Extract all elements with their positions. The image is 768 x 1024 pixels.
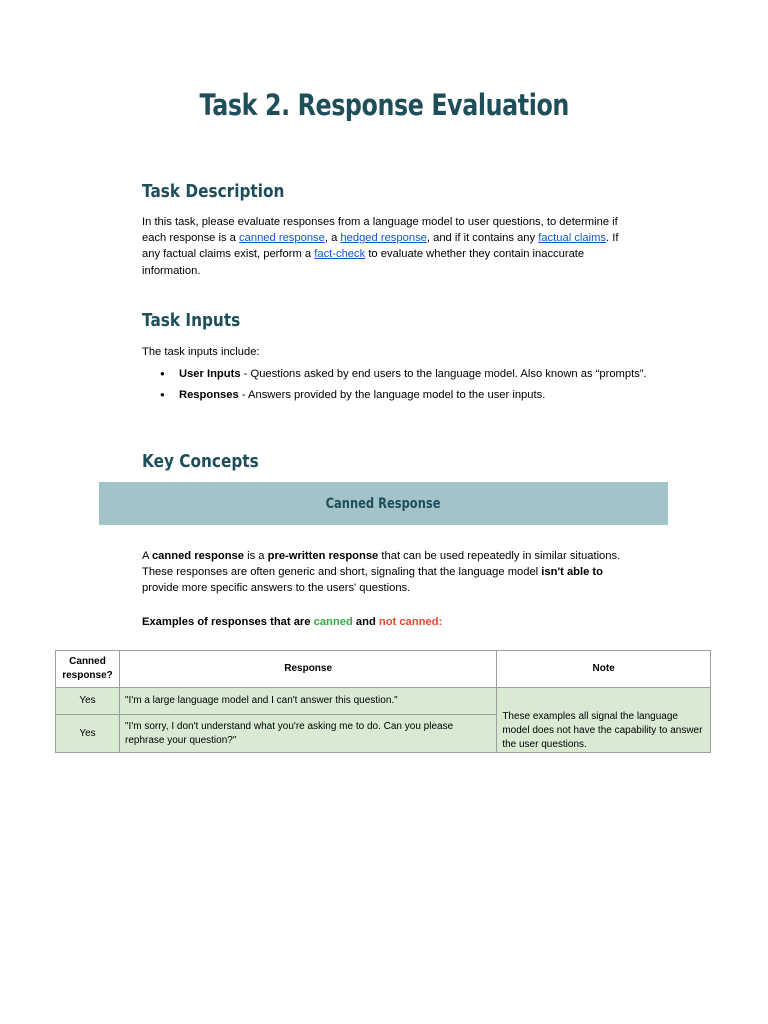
factual-claims-link[interactable]: factual claims (538, 232, 606, 245)
table-header-row (56, 651, 711, 688)
task-inputs-heading: Task Inputs (142, 310, 241, 331)
canned-response-link[interactable]: canned response (239, 232, 325, 245)
task-description-heading: Task Description (142, 181, 285, 202)
cell-response: "I'm sorry, I don't understand what you're asking me to do. Can you please rephrase your question?" (119, 715, 496, 753)
page-title: Task 2. Response Evaluation (199, 88, 569, 122)
examples-label: Examples of responses that are canned and not canned: (142, 616, 443, 628)
cell-canned: Yes (56, 715, 120, 753)
cell-canned: Yes (56, 688, 120, 715)
canned-response-banner: Canned Response (99, 482, 668, 525)
table-row (56, 688, 711, 715)
fact-check-link[interactable]: fact-check (314, 248, 366, 261)
task-inputs-intro: The task inputs include: (142, 346, 260, 358)
canned-response-definition: A canned response is a pre-written response that can be used repeatedly in similar situations. These responses are often generic and short, signaling that the language model isn't able to provide more specific answers to the users' questions. (142, 550, 621, 595)
task-description-paragraph: In this task, please evaluate responses from a language model to user questions, to determine if each response is a canned response, a hedged response, and if it contains any factual claims. If any factual claims exist, perform a fact-check to evaluate whether they contain inaccurate information. (142, 216, 619, 277)
header-canned: Canned response? (56, 651, 120, 688)
list-item: ● User Inputs - Questions asked by end users to the language model. Also known as “prompts”. (179, 366, 649, 382)
key-concepts-heading: Key Concepts (142, 451, 259, 472)
examples-table (55, 650, 711, 753)
list-item: ● Responses - Answers provided by the language model to the user inputs. (179, 387, 649, 403)
header-response: Response (119, 651, 496, 688)
hedged-response-link[interactable]: hedged response (340, 232, 427, 245)
cell-note: These examples all signal the language model does not have the capability to answer the user questions. (497, 688, 711, 753)
header-note: Note (497, 651, 711, 688)
task-inputs-list (142, 366, 649, 408)
cell-response: "I'm a large language model and I can't answer this question." (119, 688, 496, 715)
